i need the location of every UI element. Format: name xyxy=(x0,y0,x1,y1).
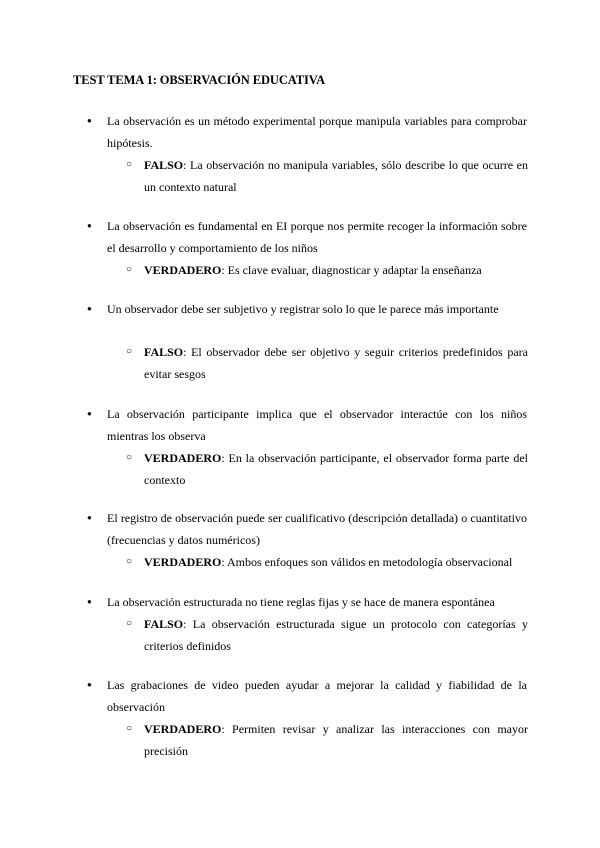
answer-explanation: : Ambos enfoques son válidos en metodología observacional xyxy=(221,555,513,569)
answer xyxy=(144,259,528,281)
question-item xyxy=(0,215,600,281)
question-item xyxy=(0,298,600,320)
question-item xyxy=(0,110,600,198)
question-item xyxy=(0,507,600,573)
answer-explanation: : Permiten revisar y analizar las interacciones con mayor precisión xyxy=(144,722,528,758)
page-title: TEST TEMA 1: OBSERVACIÓN EDUCATIVA xyxy=(73,73,326,87)
answer-verdict: FALSO xyxy=(144,158,184,172)
answer xyxy=(144,447,528,491)
answer-explanation: : Es clave evaluar, diagnosticar y adaptar la enseñanza xyxy=(221,263,482,277)
question-text: ● Las grabaciones de video pueden ayudar a mejorar la calidad y fiabilidad de la observación xyxy=(107,674,527,718)
answer xyxy=(144,718,528,762)
answer-verdict: FALSO xyxy=(144,617,184,631)
answer xyxy=(144,154,528,198)
answer-verdict: FALSO xyxy=(144,345,184,359)
question-text: ● La observación es un método experimental porque manipula variables para comprobar hipótesis. xyxy=(107,110,527,154)
answer-explanation: : La observación estructurada sigue un protocolo con categorías y criterios definidos xyxy=(144,617,528,653)
question-text: ● La observación participante implica que el observador interactúe con los niños mientras los observa xyxy=(107,403,527,447)
question-text: ● El registro de observación puede ser cualificativo (descripción detallada) o cuantitativo (frecuencias y datos numéricos) xyxy=(107,507,527,551)
question-item xyxy=(0,674,600,762)
question-item xyxy=(0,403,600,491)
answer-verdict: VERDADERO xyxy=(144,555,222,569)
answer-verdict: VERDADERO xyxy=(144,722,222,736)
answer-explanation: : La observación no manipula variables, sólo describe lo que ocurre en un contexto natural xyxy=(144,158,528,194)
answer-verdict: VERDADERO xyxy=(144,263,222,277)
answer-verdict: VERDADERO xyxy=(144,451,222,465)
answer xyxy=(144,551,528,573)
question-text: ● Un observador debe ser subjetivo y registrar solo lo que le parece más importante xyxy=(107,298,527,320)
answer-explanation: : En la observación participante, el observador forma parte del contexto xyxy=(144,451,528,487)
question-text: ● La observación es fundamental en EI porque nos permite recoger la información sobre el desarrollo y comportamiento de los niños xyxy=(107,215,527,259)
question-text: ● La observación estructurada no tiene reglas fijas y se hace de manera espontánea xyxy=(107,591,527,613)
answer xyxy=(144,341,528,385)
answer xyxy=(144,613,528,657)
question-item xyxy=(0,591,600,657)
answer-explanation: : El observador debe ser objetivo y seguir criterios predefinidos para evitar sesgos xyxy=(144,345,528,381)
answer-item xyxy=(0,341,600,385)
